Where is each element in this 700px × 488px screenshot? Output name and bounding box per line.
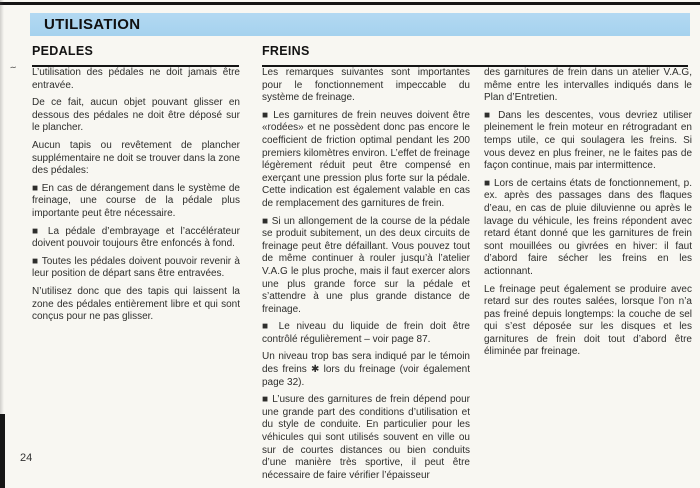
paragraph: L’utilisation des pédales ne doit jamais être entravée.: [32, 67, 240, 91]
text-column-right: [484, 67, 692, 364]
paragraph: De ce fait, aucun objet pouvant glisser en dessous des pédales ne doit être déposé sur le plancher.: [32, 97, 240, 134]
page-number: 24: [20, 452, 33, 464]
section-heading-freins: [262, 42, 688, 67]
paragraph: N’utilisez donc que des tapis qui laissent la zone des pédales entièrement libre et qui sont conçus pour ne pas glisser.: [32, 285, 240, 323]
bullet-paragraph: ■ Lors de certains états de fonctionnement, p. ex. après des passages dans des flaques d’eau, en cas de pluie diluvienne ou après le lavage du véhicule, les freins répondent avec retard étant donné que les garnitures de frein sont mouillées ou givrées en hiver: il faut d’abord faire sécher les freins en les actionnant.: [484, 177, 692, 277]
section-heading-freins-label: FREINS: [262, 44, 310, 58]
chapter-header-bar: [30, 13, 690, 36]
section-heading-pedales-label: PEDALES: [32, 44, 94, 58]
paragraph: Aucun tapis ou revêtement de plancher supplémentaire ne doit se trouver dans la zone des pédales:: [32, 139, 240, 177]
scan-left-edge: [0, 414, 5, 488]
bullet-paragraph: ■ Dans les descentes, vous devriez utiliser pleinement le frein moteur en rétrogradant en temps utile, ce qui soulagera les freins. Si vous devez en plus freiner, ne le faites pas de façon continue, mais par intermittence.: [484, 109, 692, 172]
bullet-paragraph: ■ Le niveau du liquide de frein doit être contrôlé régulièrement – voir page 87.: [262, 321, 470, 345]
bullet-paragraph: ■ Les garnitures de frein neuves doivent être «rodées» et ne possèdent donc pas encore le coefficient de friction optimal pendant les 200 premiers kilomètres environ. L’effet de freinage légèrement réduit peut être compensé en exerçant une pression plus forte sur la pédale. Cette indication est également valable en cas de remplacement des garnitures de frein.: [262, 109, 470, 209]
bullet-paragraph: ■ Toutes les pédales doivent pouvoir revenir à leur position de départ sans être entravées.: [32, 255, 240, 280]
text-column-left: [32, 67, 240, 329]
bullet-paragraph: ■ En cas de dérangement dans le système de freinage, une course de la pédale plus importante peut être nécessaire.: [32, 182, 240, 219]
margin-pen-mark: ~: [9, 61, 18, 75]
paragraph: des garnitures de frein dans un atelier V.A.G, même entre les intervalles indiqués dans le Plan d’Entretien.: [484, 67, 692, 104]
paragraph: Les remarques suivantes sont importantes pour le fonctionnement impeccable du système de freinage.: [262, 67, 470, 104]
chapter-title: UTILISATION: [44, 16, 141, 33]
bullet-paragraph: ■ La pédale d’embrayage et l’accélérateur doivent pouvoir toujours être enfoncés à fond.: [32, 225, 240, 250]
paragraph: Le freinage peut également se produire avec retard sur des routes salées, lorsque l’on n’a pas freiné depuis longtemps: la couche de sel qui s’est déposée sur les disques et les garnitures de frein doit tout d’abord être éliminée par freinage.: [484, 283, 692, 358]
bullet-paragraph: ■ L’usure des garnitures de frein dépend pour une grande part des conditions d’utilisation et du style de conduite. En particulier pour les véhicules qui sont utilisés souvent en ville ou sur de courtes distances ou bien conduits d’une manière très sportive, il peut être nécessaire de faire vérifier l’épaisseur: [262, 394, 470, 481]
bullet-paragraph: ■ Si un allongement de la course de la pédale se produit subitement, un des deux circuits de freinage peut être défaillant. Vous pouvez tout de même continuer à rouler jusqu’à l’atelier V.A.G le plus proche, mais il faut exercer alors une plus grande force sur la pédale et s’attendre à une plus grande distance de freinage.: [262, 215, 470, 315]
section-heading-pedales: [32, 42, 239, 67]
scan-top-edge: [0, 2, 700, 5]
text-column-middle: [262, 67, 470, 487]
paragraph-with-brake-warning-icon: Un niveau trop bas sera indiqué par le témoin des freins ✱ lors du freinage (voir également page 32).: [262, 351, 470, 388]
